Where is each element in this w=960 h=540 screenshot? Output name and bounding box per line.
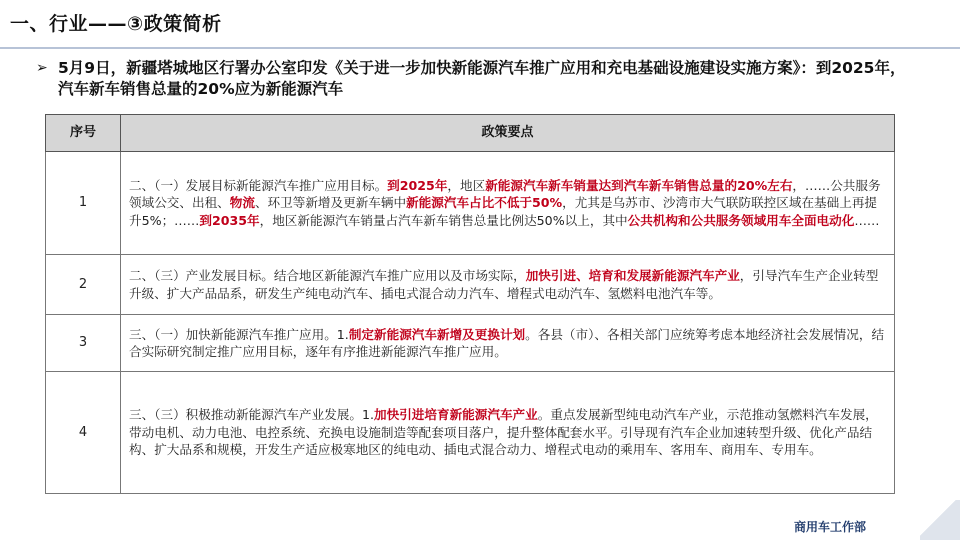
row-content [121, 315, 895, 372]
policy-text: 。各县（市）、各相关部门应统筹考虑本地经济社会发展情况，结合实际研究制定推广应用目标，逐年有序推进新能源汽车推广应用。 [129, 326, 885, 359]
intro-text: 5月9日，新疆塔城地区行署办公室印发《关于进一步加快新能源汽车推广应用和充电基础设施建设实施方案》：到2025年，汽车新车销售总量的20%应为新能源汽车 [58, 59, 906, 98]
policy-table [45, 114, 895, 494]
intro-paragraph [36, 58, 916, 100]
policy-text: ，地区 [447, 177, 486, 193]
title-bar [0, 0, 960, 44]
highlight-text: 物流 [229, 195, 255, 211]
row-number: 3 [46, 315, 121, 372]
policy-text: 二、（三）产业发展目标。结合地区新能源汽车推广应用以及市场实际， [129, 268, 526, 283]
policy-text: 二、（一）发展目标新能源汽车推广应用目标。 [129, 177, 388, 193]
table-header-row [46, 115, 895, 152]
policy-text: 三、（三）积极推动新能源汽车产业发展。1. [129, 407, 374, 423]
highlight-text: 加快引进培育新能源汽车产业 [374, 407, 538, 423]
corner-decoration [920, 500, 960, 540]
policy-text: ，尤其是乌苏市、沙湾市大气联防联控区域在基础上再提升5%；…… [129, 195, 877, 228]
header-policy-points: 政策要点 [121, 115, 895, 152]
policy-text: ，地区新能源汽车销量占汽车新车销售总量比例达50%以上，其中 [259, 212, 628, 228]
policy-text: 、环卫等新增及更新车辆中 [254, 195, 407, 211]
footer-department-label: 商用车工作部 [794, 520, 867, 534]
page-title: 一、行业——③政策简析 [10, 12, 222, 35]
highlight-text: 新能源汽车占比不低于50% [406, 195, 563, 211]
title-divider [0, 47, 960, 49]
row-content [121, 372, 895, 494]
policy-text: …… [854, 212, 880, 228]
header-number: 序号 [46, 115, 121, 152]
highlight-text: 制定新能源汽车新增及更换计划 [348, 326, 526, 342]
arrow-bullet-icon: ➢ [36, 60, 48, 76]
row-number: 4 [46, 372, 121, 494]
highlight-text: 加快引进、培育和发展新能源汽车产业 [525, 268, 740, 283]
row-content [121, 255, 895, 315]
table-row [46, 255, 895, 315]
highlight-text: 新能源汽车新车销量达到汽车新车销售总量的20%左右 [485, 177, 793, 193]
policy-text: ，……公共服务领域公交、出租、 [129, 177, 881, 211]
table-row [46, 315, 895, 372]
row-number: 2 [46, 255, 121, 315]
table-row [46, 152, 895, 255]
row-content [121, 152, 895, 255]
highlight-text: 到2035年 [199, 212, 260, 228]
policy-text: 。重点发展新型纯电动汽车产业，示范推动氢燃料汽车发展，带动电机、动力电池、电控系统、充换电设施制造等配套项目落户，提升整体配套水平。引导现有汽车企业加速转型升级、优化产品结构、扩大品系和规模，开发生产适应极寒地区的纯电动、插电式混合动力、增程式电动的乘用车、客用车、商用车、专用车。 [129, 407, 878, 458]
highlight-text: 到2025年 [387, 177, 448, 193]
table-row [46, 372, 895, 494]
policy-text: ，引导汽车生产企业转型升级、扩大产品品系，研发生产纯电动汽车、插电式混合动力汽车、增程式电动汽车、氢燃料电池汽车等。 [129, 268, 879, 301]
policy-text: 三、（一）加快新能源汽车推广应用。1. [129, 326, 349, 342]
highlight-text: 公共机构和公共服务领域用车全面电动化 [627, 212, 855, 228]
row-number: 1 [46, 152, 121, 255]
